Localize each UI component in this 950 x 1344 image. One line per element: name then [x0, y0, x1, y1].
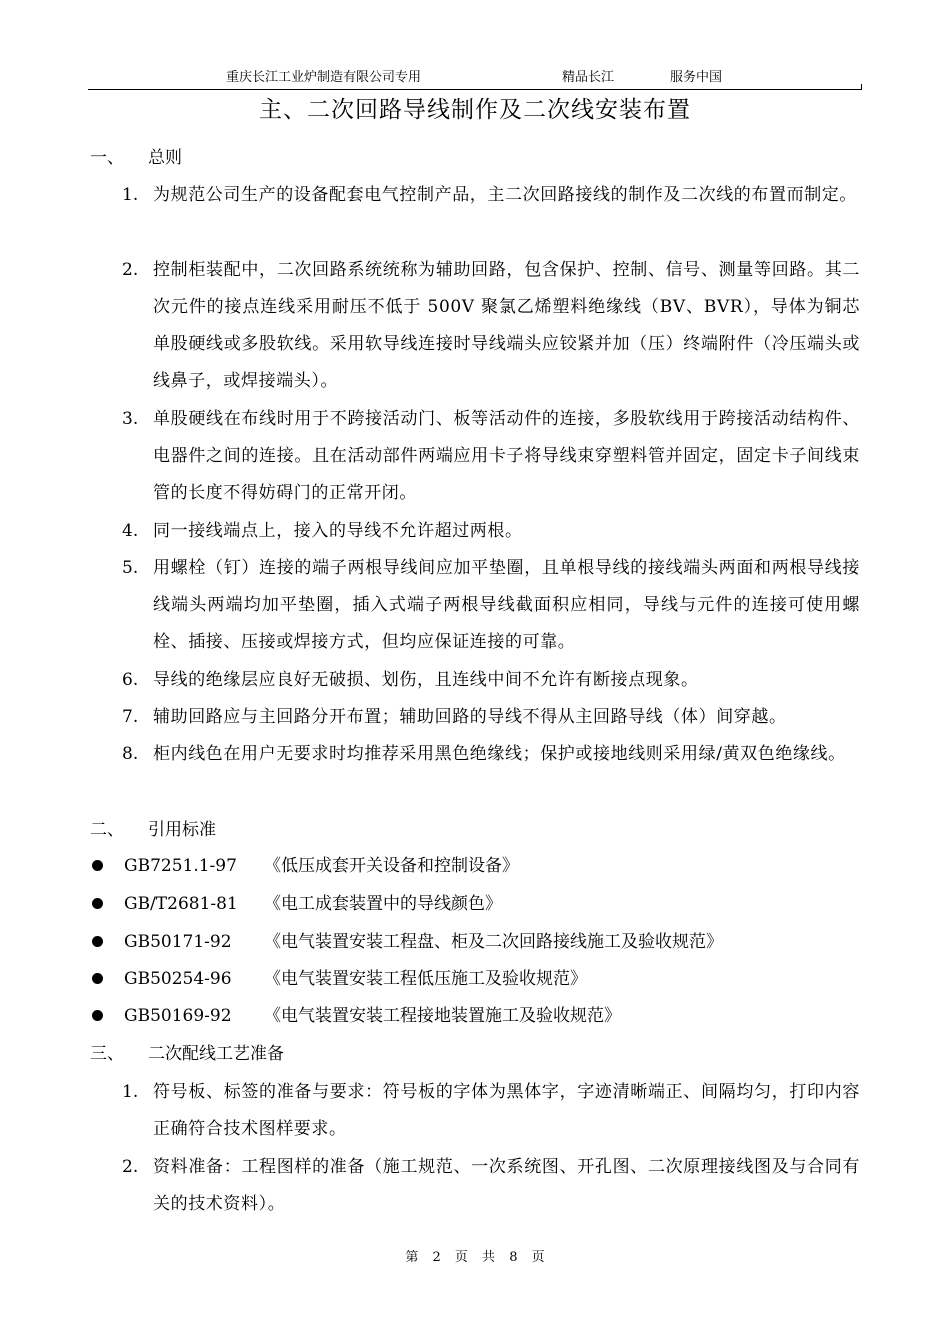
item-text: 同一接线端点上，接入的导线不允许超过两根。 [153, 521, 523, 541]
standard-name: 《电气装置安装工程盘、柜及二次回路接线施工及验收规范》 [264, 932, 723, 952]
section-label: 总则 [148, 148, 182, 168]
standard-name: 《低压成套开关设备和控制设备》 [264, 856, 519, 876]
item-number: 8. [122, 744, 139, 764]
section-label: 引用标准 [148, 820, 216, 840]
section-number: 一、 [90, 148, 124, 168]
item-text: 符号板、标签的准备与要求：符号板的字体为黑体字，字迹清晰端正、间隔均匀，打印内容正确符合技术图样要求。 [153, 1082, 860, 1139]
standard-name: 《电气装置安装工程接地装置施工及验收规范》 [264, 1006, 621, 1026]
item-number: 3. [122, 409, 139, 429]
item-number: 1. [122, 185, 139, 205]
header-slogan-service: 服务中国 [670, 70, 723, 85]
item-text: 柜内线色在用户无要求时均推荐采用黑色绝缘线；保护或接地线则采用绿/黄双色绝缘线。 [153, 744, 846, 764]
item-text: 为规范公司生产的设备配套电气控制产品，主二次回路接线的制作及二次线的布置而制定。 [153, 185, 857, 205]
item-number: 1. [122, 1082, 139, 1102]
page-header [88, 68, 862, 88]
item-number: 2. [122, 260, 139, 280]
item-number: 4. [122, 521, 139, 541]
item-text: 导线的绝缘层应良好无破损、划伤，且连线中间不允许有断接点现象。 [153, 670, 699, 690]
page-footer: 第 2 页 共 8 页 [405, 1250, 545, 1265]
item-text: 单股硬线在布线时用于不跨接活动门、板等活动件的连接，多股软线用于跨接活动结构件、电器件之间的连接。且在活动部件两端应用卡子将导线束穿塑料管并固定，固定卡子间线束管的长度不得妨碍门的正常开闭。 [153, 409, 860, 503]
bullet-icon [92, 860, 103, 871]
header-rule-mark [861, 84, 862, 90]
bullet-icon [92, 898, 103, 909]
standard-name: 《电工成套装置中的导线颜色》 [264, 894, 502, 914]
standard-code: GB50254-96 [124, 969, 232, 989]
section-label: 二次配线工艺准备 [148, 1044, 284, 1064]
item-number: 6. [122, 670, 139, 690]
header-slogan-quality: 精品长江 [562, 70, 615, 85]
section-number: 三、 [90, 1044, 124, 1064]
standard-code: GB/T2681-81 [124, 894, 238, 914]
item-text: 控制柜装配中，二次回路系统统称为辅助回路，包含保护、控制、信号、测量等回路。其二次元件的接点连线采用耐压不低于 500V 聚氯乙烯塑料绝缘线（BV、BVR），导体为铜芯单股硬线或多股软线。采用软导线连接时导线端头应铰紧并加（压）终端附件（冷压端头或线鼻子，或焊接端头）。 [153, 260, 860, 391]
standard-code: GB50169-92 [124, 1006, 232, 1026]
standard-code: GB7251.1-97 [124, 856, 237, 876]
document-title: 主、二次回路导线制作及二次线安装布置 [259, 97, 691, 123]
standard-code: GB50171-92 [124, 932, 232, 952]
bullet-icon [92, 973, 103, 984]
header-rule [88, 89, 862, 90]
section-number: 二、 [90, 820, 124, 840]
item-number: 2. [122, 1157, 139, 1177]
item-text: 资料准备：工程图样的准备（施工规范、一次系统图、开孔图、二次原理接线图及与合同有关的技术资料）。 [153, 1157, 860, 1214]
standard-name: 《电气装置安装工程低压施工及验收规范》 [264, 969, 587, 989]
item-text: 辅助回路应与主回路分开布置；辅助回路的导线不得从主回路导线（体）间穿越。 [153, 707, 787, 727]
header-company: 重庆长江工业炉制造有限公司专用 [226, 70, 422, 85]
item-number: 7. [122, 707, 139, 727]
bullet-icon [92, 936, 103, 947]
bullet-icon [92, 1010, 103, 1021]
item-text: 用螺栓（钉）连接的端子两根导线间应加平垫圈，且单根导线的接线端头两面和两根导线接线端头两端均加平垫圈，插入式端子两根导线截面积应相同，导线与元件的连接可使用螺栓、插接、压接或焊接方式，但均应保证连接的可靠。 [153, 558, 860, 652]
item-number: 5. [122, 558, 139, 578]
